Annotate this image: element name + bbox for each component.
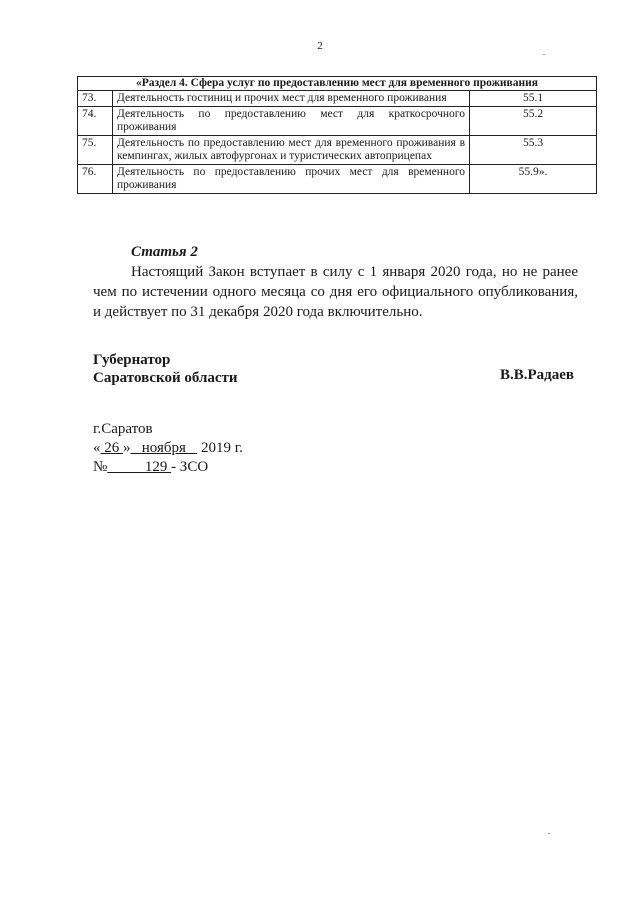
article-paragraph: Настоящий Закон вступает в силу с 1 января 2020 года, но не ранее чем по истечении одного месяца со дня его официального опубликования, и действует по 31 декабря 2020 года включительно. xyxy=(93,264,578,320)
article-title: Статья 2 xyxy=(131,244,198,260)
date-line xyxy=(93,439,243,458)
row-description: Деятельность гостиниц и прочих мест для временного проживания xyxy=(113,91,470,107)
table-row xyxy=(78,107,597,136)
table-row xyxy=(78,165,597,194)
row-code: 55.3 xyxy=(470,136,597,165)
date-close-quote: » xyxy=(123,440,131,456)
table-row xyxy=(78,91,597,107)
signer-title-line: Саратовской области xyxy=(93,370,238,386)
law-number: 129 xyxy=(107,459,172,475)
section-header: «Раздел 4. Сфера услуг по предоставлению мест для временного проживания xyxy=(78,77,597,91)
row-code: 55.1 xyxy=(470,91,597,107)
row-description: Деятельность по предоставлению мест для временного проживания в кемпингах, жилых автофургонах и туристических автоприцепах xyxy=(113,136,470,165)
row-description: Деятельность по предоставлению мест для краткосрочного проживания xyxy=(113,107,470,136)
table-header-row xyxy=(78,77,597,91)
row-number: 76. xyxy=(78,165,113,194)
okved-table xyxy=(77,76,597,194)
row-number: 75. xyxy=(78,136,113,165)
row-number: 73. xyxy=(78,91,113,107)
city: г.Саратов xyxy=(93,421,153,437)
number-suffix: - ЗСО xyxy=(171,459,209,475)
date-open-quote: « xyxy=(93,440,101,456)
scan-speck xyxy=(543,54,545,55)
page-number: 2 xyxy=(317,40,323,52)
date-month: ноября xyxy=(130,440,198,456)
row-code: 55.9». xyxy=(470,165,597,194)
signer-title xyxy=(93,351,238,387)
row-description: Деятельность по предоставлению прочих мест для временного проживания xyxy=(113,165,470,194)
row-number: 74. xyxy=(78,107,113,136)
table-row xyxy=(78,136,597,165)
document-meta xyxy=(93,420,243,477)
date-day: 26 xyxy=(100,440,123,456)
signer-title-line: Губернатор xyxy=(93,352,171,368)
article-body xyxy=(93,262,578,322)
number-prefix: № xyxy=(93,459,108,475)
number-line xyxy=(93,458,243,477)
scan-speck xyxy=(548,833,550,834)
signer-name: В.В.Радаев xyxy=(500,367,575,383)
row-code: 55.2 xyxy=(470,107,597,136)
date-year: 2019 г. xyxy=(197,440,243,456)
